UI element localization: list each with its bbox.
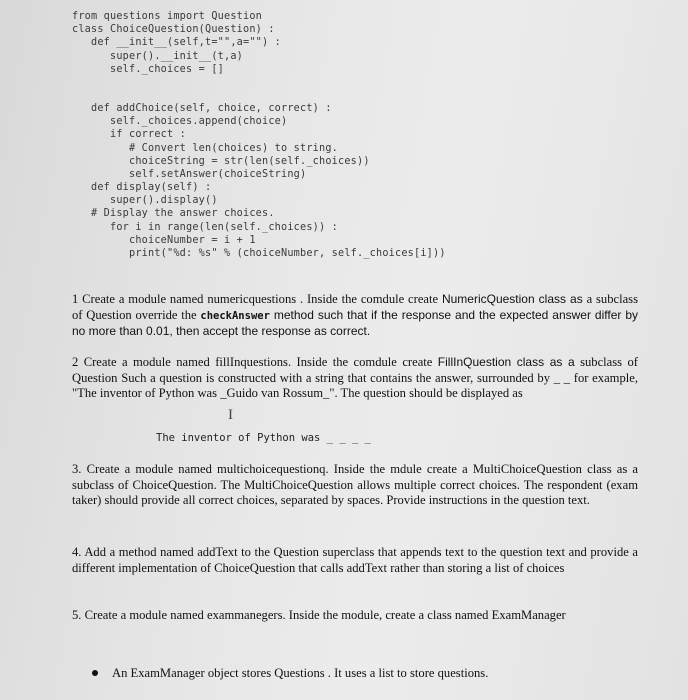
bullet-icon [92,670,98,676]
code-line: if correct : [72,129,187,141]
q1-text: 1 Create a module named numericquestions . Inside the comdule create [72,292,442,306]
code-line: # Display the answer choices. [72,208,275,220]
code-line: super().display() [72,195,218,207]
code-line: for i in range(len(self._choices)) : [72,221,339,233]
text-cursor-icon: I [228,407,233,423]
code-line: def addChoice(self, choice, correct) : [72,102,332,114]
question-2 [72,355,638,402]
code-line: def __init__(self,t="",a="") : [72,37,282,49]
question-4: 4. Add a method named addText to the Question superclass that appends text to the question text and provide a different implementation of ChoiceQuestion that calls addText rather than storing a list of choices [72,545,638,575]
code-line: print("%d: %s" % (choiceNumber, self._choices[i])) [72,248,446,259]
code-line: choiceString = str(len(self._choices)) [72,155,370,167]
question-3: 3. Create a module named multichoicequestionq. Inside the mdule create a MultiChoiceQuestion class as a subclass of ChoiceQuestion. The MultiChoiceQuestion allows multiple correct choices. The respondent (exam taker) should provide all correct choices, separated by spaces. Provide instructions in the question text. [72,462,638,507]
q1-class-name: NumericQuestion class as [441,292,583,306]
question-5: 5. Create a module named exammanegers. Inside the module, create a class named ExamManager [72,608,566,622]
q2-text: 2 Create a module named fillInquestions. Inside the comdule create [72,355,438,369]
code-line: self._choices = [] [72,63,225,75]
question-1 [72,292,638,340]
code-line: class ChoiceQuestion(Question) : [72,24,275,36]
code-line: # Convert len(choices) to string. [72,142,339,154]
q2-class-name: FillInQuestion class as a [437,355,575,369]
code-line: self._choices.append(choice) [72,116,288,128]
q1-method-name: checkAnswer [200,309,270,322]
bullet-text: An ExamManager object stores Questions . It uses a list to store questions. [112,666,489,680]
code-line [72,76,446,102]
code-block [72,10,446,260]
q1-text-end: method such that if the response and the expected answer differ by no more than 0.01, then accept the response as correct. [72,307,638,338]
example-display: The inventor of Python was _ _ _ _ [156,432,371,444]
q1-text-cont: a subclass of Question override the [72,292,638,322]
code-line: def display(self) : [72,182,212,194]
code-line: from questions import Question [72,11,263,22]
code-line: choiceNumber = i + 1 [72,234,256,246]
bullet-item [92,666,488,681]
q2-text-cont: subclass of Question Such a question is constructed with a string that contains the answer, surrounded by _ _ for example, "The inventor of Python was _Guido van Rossum_". The question should be displayed as [72,355,638,400]
code-line: super().__init__(t,a) [72,50,244,62]
code-line: self.setAnswer(choiceString) [72,168,307,180]
